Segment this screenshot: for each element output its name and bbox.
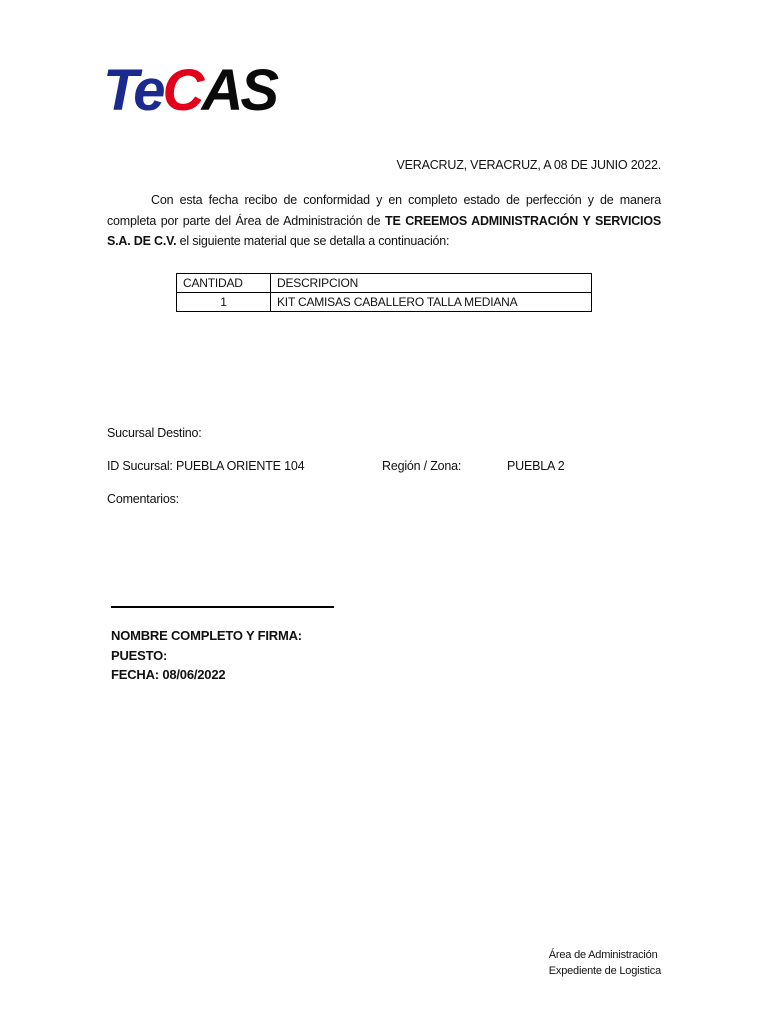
- header-cantidad: CANTIDAD: [177, 274, 271, 293]
- footer-line-2: Expediente de Logistica: [548, 965, 661, 977]
- region-label: Región / Zona:: [382, 459, 462, 473]
- signature-line: [111, 606, 334, 608]
- footer: [549, 947, 661, 979]
- company-logo: [103, 58, 277, 123]
- row-desc: KIT CAMISAS CABALLERO TALLA MEDIANA: [271, 293, 592, 312]
- comments-label: Comentarios:: [107, 492, 179, 506]
- logo-as: AS: [201, 58, 277, 123]
- signature-date: FECHA: 08/06/2022: [111, 667, 226, 682]
- logo-te: Te: [103, 58, 163, 123]
- company-name: TE CREEMOS ADMINISTRACIÓN Y SERVICIOS S.A. DE C.V.: [107, 213, 661, 248]
- position-label: PUESTO:: [111, 647, 168, 663]
- table-header-row: [177, 274, 592, 293]
- logo-c: C: [162, 58, 202, 123]
- intro-text-1: Con esta fecha recibo de conformidad y en completo estado de perfección y de manera completa por parte del Área de Administración de: [107, 193, 661, 228]
- name-signature-label: NOMBRE COMPLETO Y FIRMA:: [111, 628, 302, 643]
- row-qty: 1: [177, 293, 271, 312]
- signature-block: [111, 626, 302, 685]
- branch-id: ID Sucursal: PUEBLA ORIENTE 104: [107, 459, 305, 473]
- header-descripcion: DESCRIPCION: [271, 274, 592, 293]
- intro-paragraph: [107, 190, 661, 252]
- items-table: [176, 273, 592, 312]
- table-row: [177, 293, 592, 312]
- intro-text-2: el siguiente material que se detalla a continuación:: [176, 234, 450, 248]
- branch-destination-label: Sucursal Destino:: [107, 426, 202, 440]
- region-value: PUEBLA 2: [507, 459, 565, 473]
- date-line: VERACRUZ, VERACRUZ, A 08 DE JUNIO 2022.: [396, 158, 661, 172]
- footer-line-1: Área de Administración: [548, 949, 658, 961]
